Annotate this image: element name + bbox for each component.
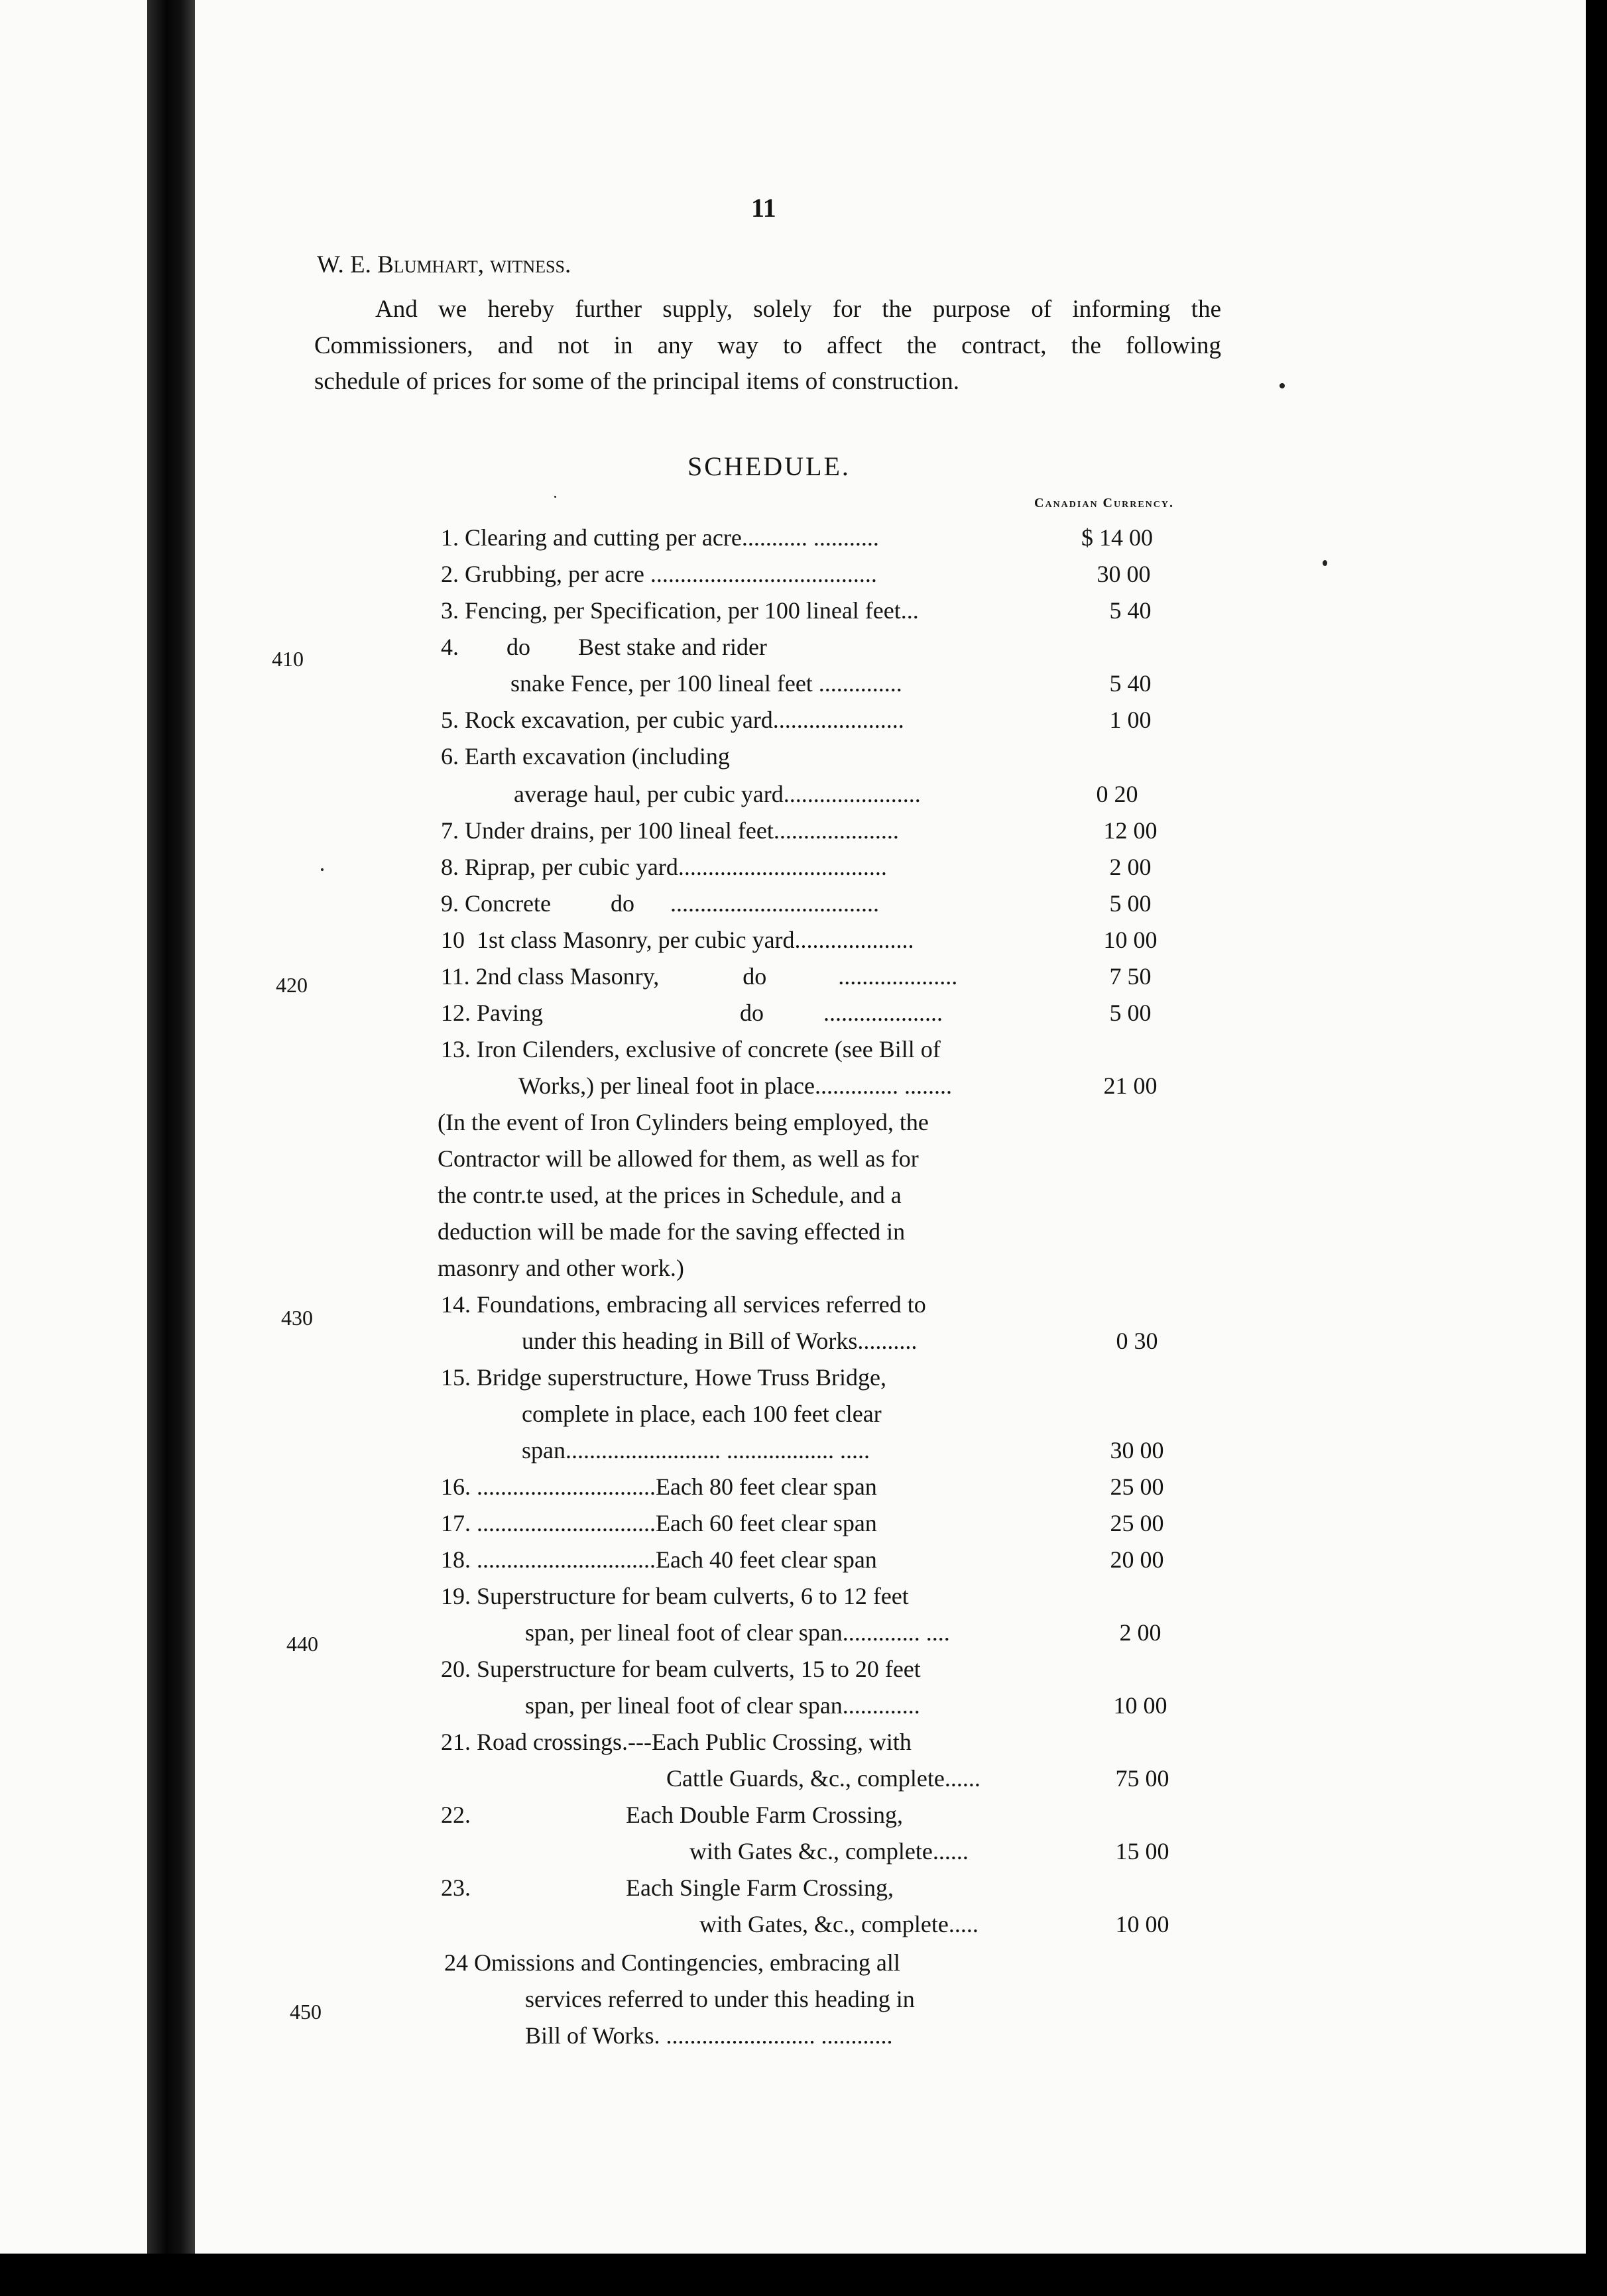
- schedule-price: 0 30: [1116, 1328, 1158, 1354]
- schedule-price: 1 00: [1109, 707, 1152, 733]
- schedule-price: 5 00: [1109, 1000, 1152, 1026]
- schedule-item-text: 15. Bridge superstructure, Howe Truss Bridge,: [441, 1364, 886, 1391]
- margin-line-number: 440: [286, 1632, 318, 1656]
- schedule-item-text: 3. Fencing, per Specification, per 100 lineal feet...: [441, 597, 919, 624]
- schedule-price: 5 00: [1109, 890, 1152, 917]
- schedule-item-text: with Gates, &c., complete.....: [699, 1911, 979, 1937]
- schedule-item-text: 16. ..............................Each 80 feet clear span: [441, 1473, 877, 1500]
- binding-gutter: [147, 0, 195, 2254]
- schedule-price: 30 00: [1097, 561, 1151, 587]
- schedule-price: 15 00: [1115, 1838, 1169, 1865]
- schedule-item-text: masonry and other work.): [438, 1255, 684, 1281]
- schedule-price: 10 00: [1103, 927, 1158, 953]
- schedule-price: 10 00: [1113, 1692, 1167, 1719]
- schedule-price: 30 00: [1110, 1437, 1164, 1464]
- schedule-item-text: span, per lineal foot of clear span.............: [525, 1692, 920, 1719]
- schedule-price: 2 00: [1119, 1619, 1161, 1646]
- schedule-price: 20 00: [1110, 1546, 1164, 1573]
- schedule-item-text: 11. 2nd class Masonry, do ....................: [441, 963, 958, 990]
- schedule-item-text: 4. do Best stake and rider: [441, 634, 767, 660]
- page-number: 11: [751, 193, 776, 223]
- schedule-item-text: 13. Iron Cilenders, exclusive of concrete (see Bill of: [441, 1036, 941, 1062]
- schedule-item-text: 7. Under drains, per 100 lineal feet.....................: [441, 817, 899, 844]
- schedule-item-text: services referred to under this heading in: [525, 1986, 915, 2012]
- schedule-price: 25 00: [1110, 1473, 1164, 1500]
- schedule-item-text: deduction will be made for the saving effected in: [438, 1218, 906, 1245]
- schedule-item-text: under this heading in Bill of Works..........: [522, 1328, 918, 1354]
- schedule-item-text: 17. ..............................Each 60 feet clear span: [441, 1510, 877, 1536]
- schedule-item-text: 6. Earth excavation (including: [441, 743, 730, 770]
- schedule-item-text: average haul, per cubic yard.......................: [514, 781, 921, 807]
- schedule-item-text: Works,) per lineal foot in place.............. ........: [518, 1072, 952, 1099]
- schedule-price: 7 50: [1109, 963, 1152, 990]
- schedule-price: 0 20: [1096, 781, 1138, 807]
- schedule-item-text: 20. Superstructure for beam culverts, 15 to 20 feet: [441, 1656, 921, 1682]
- schedule-item-text: 8. Riprap, per cubic yard...................................: [441, 854, 887, 880]
- scan-speck: [321, 868, 324, 871]
- schedule-item-text: with Gates &c., complete......: [689, 1838, 969, 1865]
- scan-speck: [1280, 383, 1285, 388]
- schedule-item-text: span.......................... .................. .....: [522, 1437, 870, 1464]
- scan-speck: [554, 496, 556, 498]
- schedule-item-text: 19. Superstructure for beam culverts, 6 to 12 feet: [441, 1583, 909, 1609]
- schedule-price: 5 40: [1109, 597, 1152, 624]
- schedule-price: 10 00: [1115, 1911, 1169, 1937]
- schedule-item-text: 21. Road crossings.---Each Public Crossing, with: [441, 1729, 912, 1755]
- currency-column-header: Canadian Currency.: [1034, 496, 1174, 510]
- schedule-item-text: snake Fence, per 100 lineal feet ..............: [510, 670, 902, 697]
- schedule-item-text: 12. Paving do ....................: [441, 1000, 943, 1026]
- schedule-item-text: Contractor will be allowed for them, as well as for: [438, 1145, 919, 1172]
- schedule-item-text: 23. Each Single Farm Crossing,: [441, 1874, 894, 1901]
- schedule-item-text: the contr.te used, at the prices in Schedule, and a: [438, 1182, 902, 1208]
- schedule-item-text: Cattle Guards, &c., complete......: [666, 1765, 981, 1792]
- schedule-item-text: 22. Each Double Farm Crossing,: [441, 1802, 903, 1828]
- witness-line: W. E. Blumhart, witness.: [317, 251, 571, 278]
- schedule-item-text: 1. Clearing and cutting per acre........... ...........: [441, 524, 879, 551]
- schedule-item-text: 5. Rock excavation, per cubic yard......................: [441, 707, 904, 733]
- margin-line-number: 420: [276, 973, 308, 997]
- margin-line-number: 450: [290, 2000, 322, 2024]
- schedule-item-text: 9. Concrete do ...................................: [441, 890, 879, 917]
- schedule-price: 5 40: [1109, 670, 1152, 697]
- schedule-price: $ 14 00: [1081, 524, 1153, 551]
- schedule-item-text: 2. Grubbing, per acre ......................................: [441, 561, 877, 587]
- margin-line-number: 430: [281, 1306, 313, 1330]
- scan-bottom-edge: [0, 2254, 1607, 2296]
- schedule-item-text: complete in place, each 100 feet clear: [522, 1401, 882, 1427]
- margin-line-number: 410: [272, 647, 304, 671]
- intro-line: schedule of prices for some of the principal items of construction.: [314, 368, 960, 395]
- schedule-item-text: 24 Omissions and Contingencies, embracing all: [444, 1949, 900, 1976]
- intro-line: And we hereby further supply, solely for the purpose of informing the: [375, 296, 1221, 323]
- schedule-item-text: (In the event of Iron Cylinders being employed, the: [438, 1109, 929, 1135]
- schedule-price: 21 00: [1103, 1072, 1158, 1099]
- schedule-price: 2 00: [1109, 854, 1152, 880]
- schedule-item-text: span, per lineal foot of clear span............. ....: [525, 1619, 950, 1646]
- schedule-item-text: 18. ..............................Each 40 feet clear span: [441, 1546, 877, 1573]
- scan-speck: [1323, 560, 1327, 566]
- schedule-price: 12 00: [1103, 817, 1158, 844]
- intro-line: Commissioners, and not in any way to affect the contract, the following: [314, 332, 1221, 359]
- schedule-price: 25 00: [1110, 1510, 1164, 1536]
- schedule-item-text: 10 1st class Masonry, per cubic yard....................: [441, 927, 914, 953]
- schedule-price: 75 00: [1115, 1765, 1169, 1792]
- schedule-heading: SCHEDULE.: [687, 451, 851, 481]
- scan-right-edge: [1586, 0, 1607, 2296]
- schedule-item-text: 14. Foundations, embracing all services referred to: [441, 1291, 926, 1318]
- schedule-item-text: Bill of Works. ......................... ............: [525, 2022, 893, 2049]
